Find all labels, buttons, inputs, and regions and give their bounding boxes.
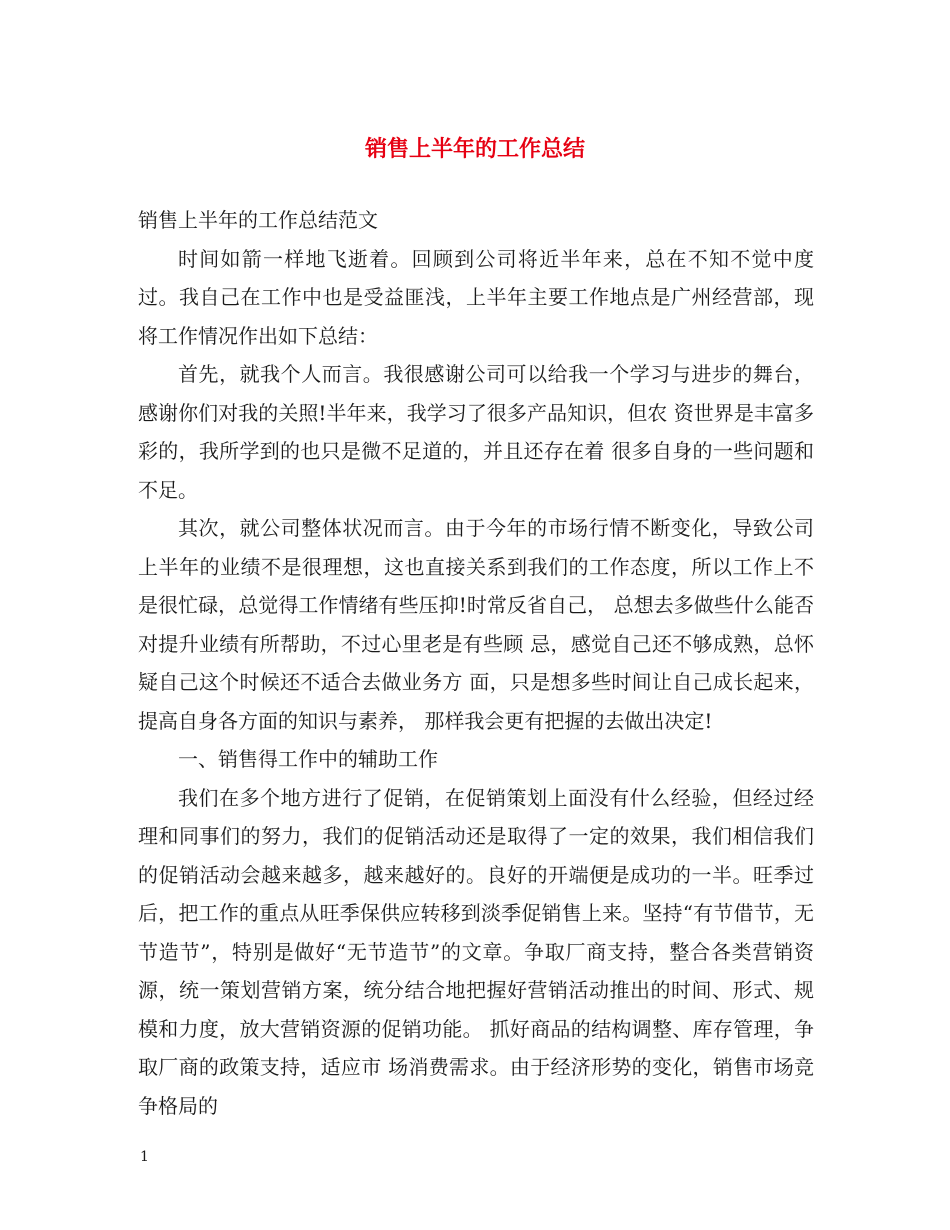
paragraph-second-point: 其次，就公司整体状况而言。由于今年的市场行情不断变化，导致公司上半年的业绩不是很理想，这也直接关系到我们的工作态度，所以工作上不是很忙碌，总觉得工作情绪有些压抑!时常反省自己， 总想去多做些什么能否对提升业绩有所帮助，不过心里老是有些顾 忌，感觉自己还不够成熟，总怀疑自己这个时候还不适合去做业务方 面，只是想多些时间让自己成长起来，提高自身各方面的知识与素养， 那样我会更有把握的去做出决定! (138, 516, 814, 733)
page-number: 1 (140, 1149, 149, 1165)
paragraph-subtitle: 销售上半年的工作总结范文 (138, 208, 378, 232)
paragraph-promotion: 我们在多个地方进行了促销，在促销策划上面没有什么经验，但经过经理和同事们的努力，我们的促销活动还是取得了一定的效果，我们相信我们的促销活动会越来越多，越来越好的。良好的开端便是成功的一半。旺季过后，把工作的重点从旺季保供应转移到淡季促销售上来。坚持“有节借节，无节造节”，特别是做好“无节造节”的文章。争取厂商支持，整合各类营销资源，统一策划营销方案，统分结合地把握好营销活动推出的时间、形式、规模和力度，放大营销资源的促销功能。 抓好商品的结构调整、库存管理，争取厂商的政策支持，适应市 场消费需求。由于经济形势的变化，销售市场竞争格局的 (138, 785, 814, 1118)
section-heading: 一、销售得工作中的辅助工作 (178, 747, 438, 771)
paragraph-first-point: 首先，就我个人而言。我很感谢公司可以给我一个学习与进步的舞台，感谢你们对我的关照!半年来，我学习了很多产品知识，但农 资世界是丰富多彩的，我所学到的也只是微不足道的，并且还存在着 很多自身的一些问题和不足。 (138, 362, 814, 502)
paragraph-intro: 时间如箭一样地飞逝着。回顾到公司将近半年来，总在不知不觉中度过。我自己在工作中也是受益匪浅，上半年主要工作地点是广州经营部，现将工作情况作出如下总结： (138, 246, 814, 348)
document-body (138, 201, 814, 1125)
document-title: 销售上半年的工作总结 (364, 136, 585, 162)
